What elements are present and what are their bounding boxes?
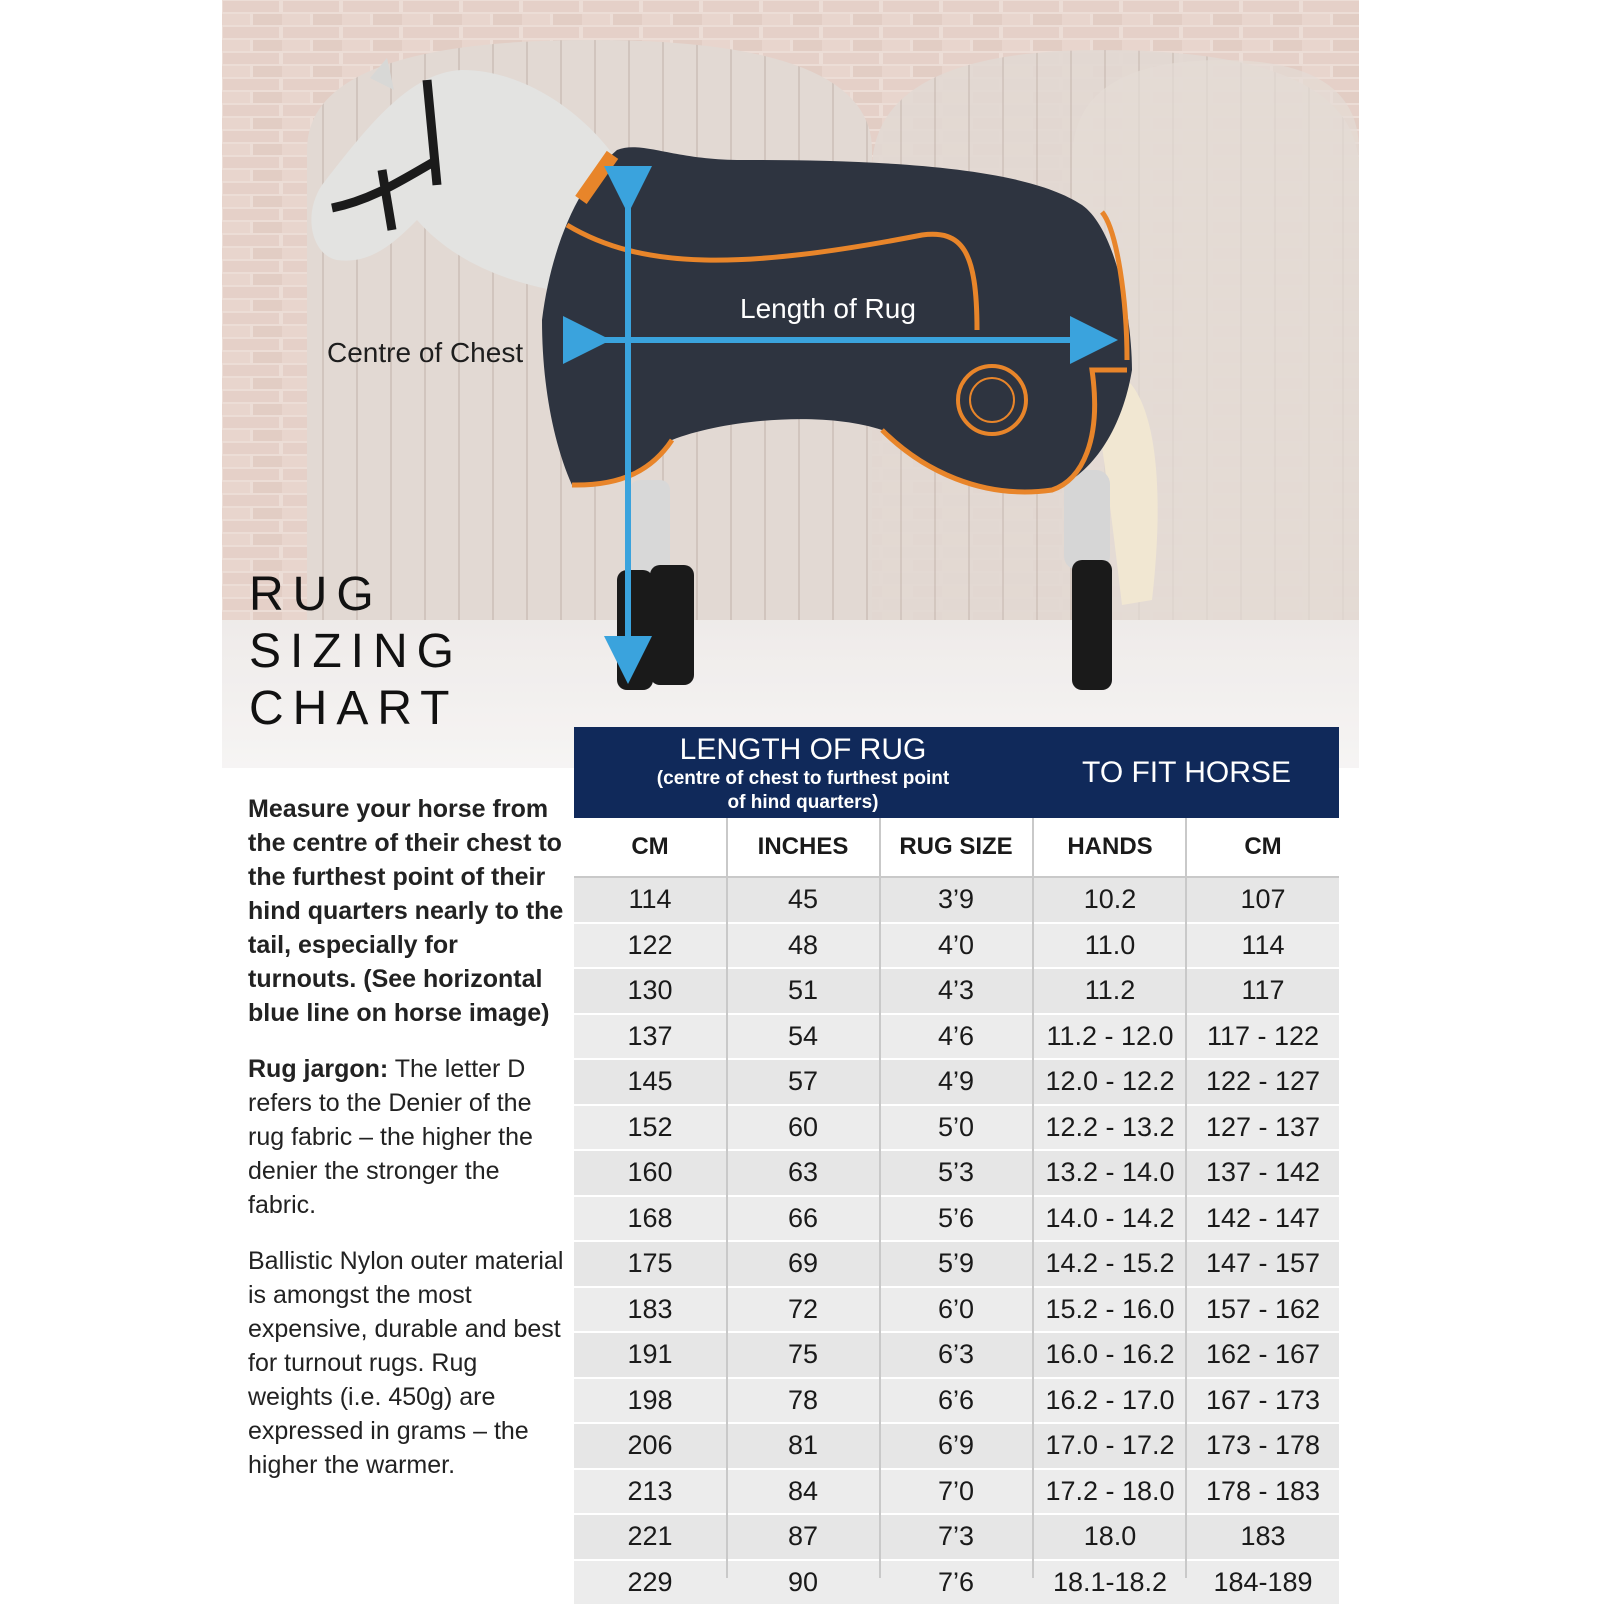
column-header-cm: CM — [574, 818, 726, 876]
centre-of-chest-label: Centre of Chest — [327, 337, 523, 369]
chart-title — [249, 566, 463, 737]
cell-horse-cm: 178 - 183 — [1187, 1470, 1339, 1514]
table-row — [574, 1106, 1339, 1152]
table-row — [574, 1015, 1339, 1061]
cell-cm: 160 — [574, 1151, 726, 1195]
cell-rug-size: 3’9 — [880, 878, 1032, 922]
cell-cm: 175 — [574, 1242, 726, 1286]
cell-horse-cm: 122 - 127 — [1187, 1060, 1339, 1104]
length-of-rug-subtitle-1: (centre of chest to furthest point — [574, 767, 1032, 791]
cell-horse-cm: 107 — [1187, 878, 1339, 922]
table-row — [574, 878, 1339, 924]
table-row — [574, 1060, 1339, 1106]
cell-hands: 10.2 — [1034, 878, 1186, 922]
table-row — [574, 1379, 1339, 1425]
cell-rug-size: 7’0 — [880, 1470, 1032, 1514]
title-line-3: CHART — [249, 680, 463, 737]
instructions-column — [248, 792, 568, 1504]
table-row — [574, 1242, 1339, 1288]
ballistic-nylon-paragraph: Ballistic Nylon outer material is amongst the most expensive, durable and best for turnout rugs. Rug weights (i.e. 450g) are expressed in grams – the higher the warmer. — [248, 1244, 568, 1482]
cell-horse-cm: 117 - 122 — [1187, 1015, 1339, 1059]
cell-cm: 152 — [574, 1106, 726, 1150]
cell-rug-size: 6’9 — [880, 1424, 1032, 1468]
cell-rug-size: 5’9 — [880, 1242, 1032, 1286]
cell-cm: 122 — [574, 924, 726, 968]
cell-inches: 57 — [727, 1060, 879, 1104]
cell-hands: 17.0 - 17.2 — [1034, 1424, 1186, 1468]
column-header-horse-cm: CM — [1187, 818, 1339, 876]
cell-rug-size: 7’3 — [880, 1515, 1032, 1559]
cell-hands: 14.0 - 14.2 — [1034, 1197, 1186, 1241]
length-of-rug-subtitle-2: of hind quarters) — [574, 791, 1032, 815]
cell-horse-cm: 183 — [1187, 1515, 1339, 1559]
cell-hands: 11.0 — [1034, 924, 1186, 968]
measure-instructions: Measure your horse from the centre of their chest to the furthest point of their hind quarters nearly to the tail, especially for turnouts. (See horizontal blue line on horse image) — [248, 792, 568, 1030]
cell-rug-size: 5’6 — [880, 1197, 1032, 1241]
cell-horse-cm: 114 — [1187, 924, 1339, 968]
cell-rug-size: 7’6 — [880, 1561, 1032, 1605]
title-line-1: RUG — [249, 566, 463, 623]
cell-cm: 229 — [574, 1561, 726, 1605]
table-group-header — [574, 727, 1339, 818]
cell-inches: 81 — [727, 1424, 879, 1468]
table-body — [574, 878, 1339, 1606]
cell-inches: 78 — [727, 1379, 879, 1423]
cell-inches: 54 — [727, 1015, 879, 1059]
cell-rug-size: 6’6 — [880, 1379, 1032, 1423]
length-of-rug-header — [574, 727, 1032, 818]
cell-hands: 17.2 - 18.0 — [1034, 1470, 1186, 1514]
table-row — [574, 1151, 1339, 1197]
length-of-rug-label: Length of Rug — [740, 293, 916, 325]
cell-rug-size: 5’0 — [880, 1106, 1032, 1150]
column-header-row — [574, 818, 1339, 878]
cell-hands: 11.2 - 12.0 — [1034, 1015, 1186, 1059]
table-row — [574, 1470, 1339, 1516]
cell-horse-cm: 173 - 178 — [1187, 1424, 1339, 1468]
cell-hands: 11.2 — [1034, 969, 1186, 1013]
cell-rug-size: 4’0 — [880, 924, 1032, 968]
cell-cm: 213 — [574, 1470, 726, 1514]
cell-rug-size: 6’3 — [880, 1333, 1032, 1377]
table-row — [574, 1561, 1339, 1606]
table-row — [574, 969, 1339, 1015]
cell-inches: 63 — [727, 1151, 879, 1195]
cell-hands: 18.0 — [1034, 1515, 1186, 1559]
cell-inches: 84 — [727, 1470, 879, 1514]
cell-inches: 60 — [727, 1106, 879, 1150]
length-of-rug-title: LENGTH OF RUG — [574, 733, 1032, 767]
cell-inches: 45 — [727, 878, 879, 922]
cell-rug-size: 5’3 — [880, 1151, 1032, 1195]
cell-cm: 191 — [574, 1333, 726, 1377]
horse-photo — [222, 0, 1359, 768]
cell-hands: 16.2 - 17.0 — [1034, 1379, 1186, 1423]
cell-rug-size: 4’6 — [880, 1015, 1032, 1059]
rug-jargon-text: The letter D refers to the Denier of the rug fabric – the higher the denier the stronger the fabric. — [248, 1055, 533, 1219]
cell-horse-cm: 142 - 147 — [1187, 1197, 1339, 1241]
cell-cm: 206 — [574, 1424, 726, 1468]
table-row — [574, 924, 1339, 970]
cell-inches: 72 — [727, 1288, 879, 1332]
title-line-2: SIZING — [249, 623, 463, 680]
cell-horse-cm: 162 - 167 — [1187, 1333, 1339, 1377]
cell-hands: 18.1-18.2 — [1034, 1561, 1186, 1605]
table-row — [574, 1515, 1339, 1561]
cell-inches: 69 — [727, 1242, 879, 1286]
column-header-rug-size: RUG SIZE — [880, 818, 1032, 876]
cell-rug-size: 4’3 — [880, 969, 1032, 1013]
cell-rug-size: 6’0 — [880, 1288, 1032, 1332]
cell-horse-cm: 147 - 157 — [1187, 1242, 1339, 1286]
cell-hands: 16.0 - 16.2 — [1034, 1333, 1186, 1377]
cell-hands: 14.2 - 15.2 — [1034, 1242, 1186, 1286]
table-row — [574, 1333, 1339, 1379]
sizing-table — [574, 727, 1339, 1573]
cell-cm: 137 — [574, 1015, 726, 1059]
cell-inches: 51 — [727, 969, 879, 1013]
cell-rug-size: 4’9 — [880, 1060, 1032, 1104]
cell-horse-cm: 137 - 142 — [1187, 1151, 1339, 1195]
cell-cm: 198 — [574, 1379, 726, 1423]
cell-cm: 221 — [574, 1515, 726, 1559]
rug-jargon-label: Rug jargon: — [248, 1055, 388, 1083]
cell-cm: 145 — [574, 1060, 726, 1104]
cell-inches: 87 — [727, 1515, 879, 1559]
cell-horse-cm: 184-189 — [1187, 1561, 1339, 1605]
cell-horse-cm: 157 - 162 — [1187, 1288, 1339, 1332]
cell-cm: 130 — [574, 969, 726, 1013]
cell-horse-cm: 167 - 173 — [1187, 1379, 1339, 1423]
cell-cm: 183 — [574, 1288, 726, 1332]
horse-hind-leg — [1064, 470, 1110, 570]
table-row — [574, 1288, 1339, 1334]
cell-cm: 114 — [574, 878, 726, 922]
table-row — [574, 1197, 1339, 1243]
cell-cm: 168 — [574, 1197, 726, 1241]
cell-hands: 12.2 - 13.2 — [1034, 1106, 1186, 1150]
column-header-inches: INCHES — [727, 818, 879, 876]
cell-horse-cm: 127 - 137 — [1187, 1106, 1339, 1150]
cell-inches: 66 — [727, 1197, 879, 1241]
cell-hands: 13.2 - 14.0 — [1034, 1151, 1186, 1195]
cell-inches: 75 — [727, 1333, 879, 1377]
cell-hands: 15.2 - 16.0 — [1034, 1288, 1186, 1332]
column-header-hands: HANDS — [1034, 818, 1186, 876]
cell-horse-cm: 117 — [1187, 969, 1339, 1013]
to-fit-horse-header: TO FIT HORSE — [1034, 727, 1339, 818]
table-row — [574, 1424, 1339, 1470]
cell-inches: 90 — [727, 1561, 879, 1605]
cell-inches: 48 — [727, 924, 879, 968]
rug-jargon-paragraph — [248, 1052, 568, 1222]
cell-hands: 12.0 - 12.2 — [1034, 1060, 1186, 1104]
